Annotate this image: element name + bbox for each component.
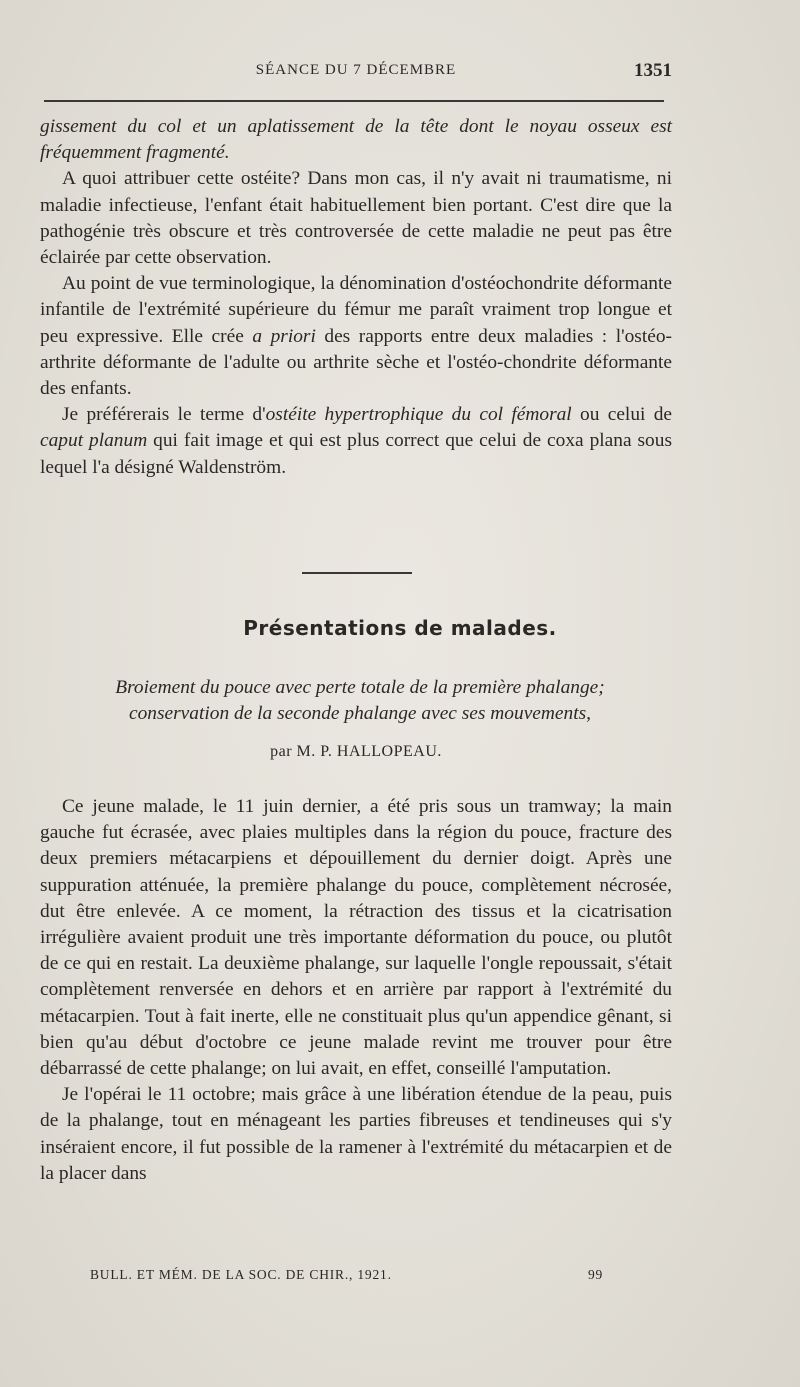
article-title-line: Broiement du pouce avec perte totale de la première phalange;: [115, 677, 605, 698]
running-title: SÉANCE DU 7 DÉCEMBRE: [255, 62, 457, 78]
text-run: ou celui de: [571, 404, 673, 426]
signature-mark: 99: [588, 1267, 604, 1282]
paragraph-continuation: gissement du col et un aplatissement de la tête dont le noyau osseux est fréquemment fragmenté.: [40, 116, 672, 164]
section-divider: [302, 572, 412, 574]
byline: par M. P. HALLOPEAU.: [270, 743, 442, 760]
article-body: [40, 794, 672, 1187]
text-run: Au point de vue terminologique, la dénomination d'ostéochondrite déformante infantile de l'extrémité supérieure du fémur me paraît vraiment trop longue et peu expressive. Elle crée: [40, 273, 672, 347]
paragraph-operation: Je l'opérai le 11 octobre; mais grâce à une libération étendue de la peau, puis de la phalange, tout en ménageant les parties fibreuses et tendineuses qui s'y inséraient encore, il fut possible de la ramener à l'extrémité du métacarpien et de la placer dans: [40, 1084, 672, 1184]
paragraph-proposal: [40, 402, 672, 481]
previous-article-text: [40, 114, 672, 481]
text-run: Je préférerais le terme d': [62, 404, 266, 426]
italic-run: ostéite hypertrophique du col fémoral: [265, 404, 572, 426]
italic-run: caput planum: [40, 430, 148, 452]
journal-reference: BULL. ET MÉM. DE LA SOC. DE CHIR., 1921.: [90, 1267, 392, 1282]
article-title-line: conservation de la seconde phalange avec ses mouvements,: [128, 703, 591, 724]
article-title: [40, 675, 680, 727]
header-rule: [44, 100, 664, 102]
section-title: Présentations de malades.: [243, 616, 557, 640]
page-header: [40, 58, 672, 86]
paragraph-case-history: Ce jeune malade, le 11 juin dernier, a été pris sous un tramway; la main gauche fut écrasée, avec plaies multiples dans la région du pouce, fracture des deux premiers métacarpiens et dépouillement du dernier doigt. Après une suppuration atténuée, la première phalange du pouce, complètement nécrosée, dut être enlevée. A ce moment, la rétraction des tissus et la cicatrisation irrégulière avaient produit une très importante déformation du pouce, ou plutôt de ce qui en restait. La deuxième phalange, sur laquelle l'ongle repoussait, s'était complètement renversée en dehors et en arrière par rapport à l'extrémité du métacarpien. Tout à fait inerte, elle ne constituait plus qu'un appendice gênant, si bien qu'au début d'octobre ce jeune malade revint me trouver pour être débarrassé de cette phalange; on lui avait, en effet, conseillé l'amputation.: [40, 796, 672, 1080]
text-run: des rapports entre deux maladies : l'ostéo-arthrite déformante de l'adulte ou arthrite sèche et l'ostéo-chondrite déformante des enfants.: [40, 325, 672, 400]
text-run: qui fait image et qui est plus correct que celui de coxa plana sous lequel l'a désigné Waldenström.: [40, 430, 672, 478]
page-number: 1351: [634, 60, 672, 81]
paragraph-etiology: A quoi attribuer cette ostéite? Dans mon cas, il n'y avait ni traumatisme, ni maladie infectieuse, l'enfant était habituellement bien portant. C'est dire que la pathogénie très obscure et très controversée de cette maladie ne peut pas être éclairée par cette observation.: [40, 168, 672, 269]
page-footer: [40, 1267, 672, 1291]
paragraph-terminology: [40, 271, 672, 402]
italic-run: a priori: [252, 325, 316, 347]
